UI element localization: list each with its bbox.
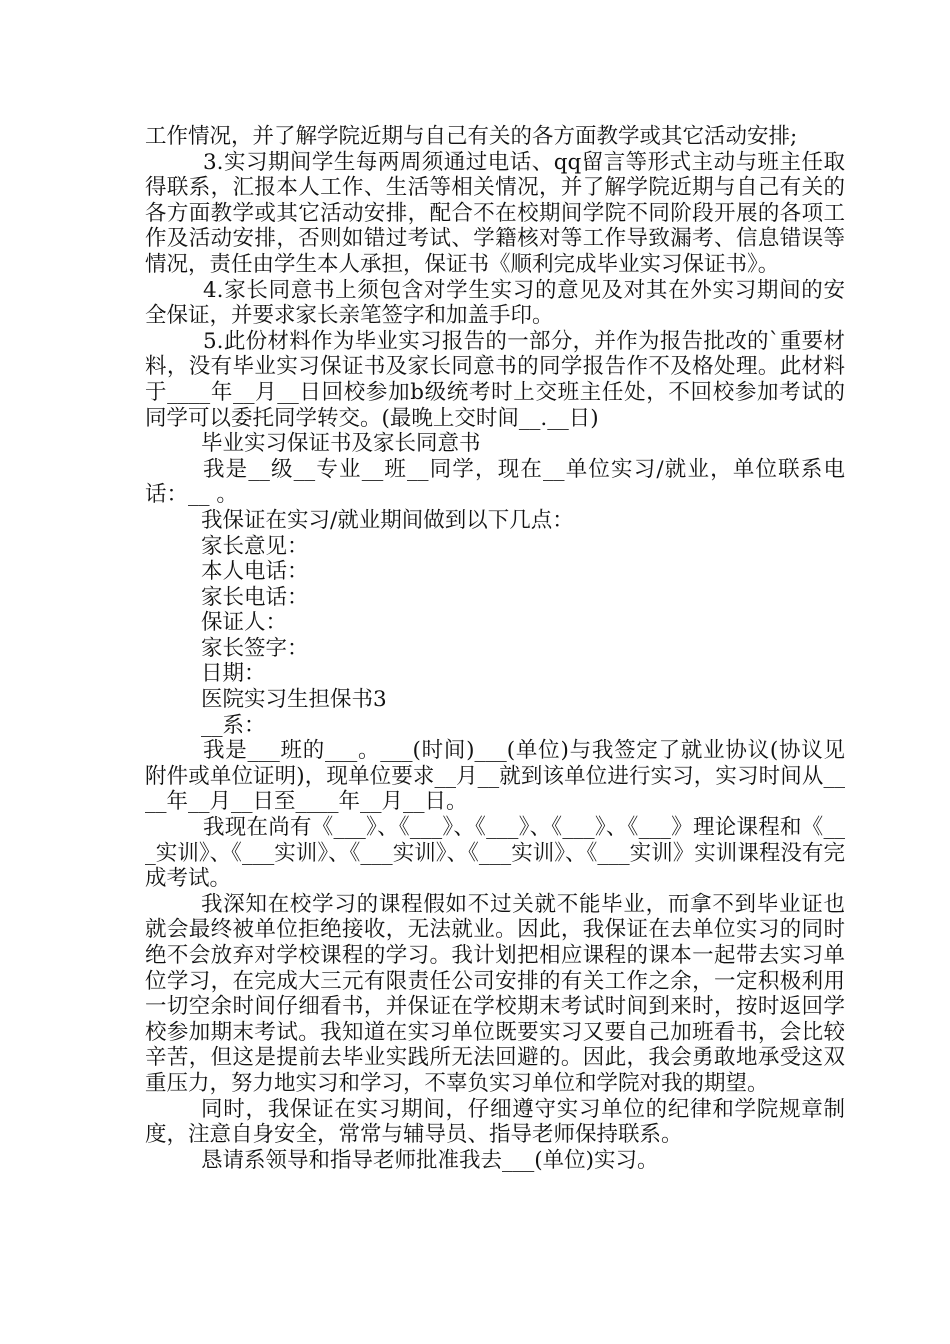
- paragraph-agreement: 我是___班的___。___(时间)___(单位)与我签定了就业协议(协议见附件或单位证明)，现单位要求__月__就到该单位进行实习，实习时间从____年__月__日至____年__月__日。: [145, 738, 845, 815]
- paragraph-item-5: 5.此份材料作为毕业实习报告的一部分，并作为报告批改的`重要材料，没有毕业实习保证书及家长同意书的同学报告作不及格处理。此材料于____年__月__日回校参加b级统考时上交班主任处，不回校参加考试的同学可以委托同学转交。(最晚上交时间__.__日): [145, 328, 845, 431]
- field-parent-signature: 家长签字：: [201, 635, 309, 661]
- document-page: [145, 124, 845, 1173]
- field-own-phone: 本人电话：: [201, 559, 309, 585]
- paragraph-discipline: 同时，我保证在实习期间，仔细遵守实习单位的纪律和学院规章制度，注意自身安全，常常与辅导员、指导老师保持联系。: [145, 1096, 845, 1148]
- section-title-hospital: 医院实习生担保书3: [201, 687, 387, 713]
- field-parent-phone: 家长电话：: [201, 584, 309, 610]
- field-date: 日期：: [201, 661, 266, 687]
- section-title-guarantee: 毕业实习保证书及家长同意书: [201, 431, 481, 457]
- paragraph-commitment: 我深知在校学习的课程假如不过关就不能毕业，而拿不到毕业证也就会最终被单位拒绝接收，无法就业。因此，我保证在去单位实习的同时绝不会放弃对学校课程的学习。我计划把相应课程的课本一起带去实习单位学习，在完成大三元有限责任公司安排的有关工作之余，一定积极利用一切空余时间仔细看书，并保证在学校期末考试时间到来时，按时返回学校参加期末考试。我知道在实习单位既要实习又要自己加班看书，会比较辛苦，但这是提前去毕业实践所无法回避的。因此，我会勇敢地承受这双重压力，努力地实习和学习，不辜负实习单位和学院对我的期望。: [145, 891, 845, 1096]
- salutation: __系：: [201, 712, 266, 738]
- paragraph-courses: 我现在尚有《___》、《___》、《___》、《___》、《___》理论课程和《___实训》、《___实训》、《___实训》、《___实训》、《___实训》实训课程没有完成考试。: [145, 815, 845, 892]
- paragraph-item-3: 3.实习期间学生每两周须通过电话、qq留言等形式主动与班主任取得联系，汇报本人工作、生活等相关情况，并了解学院近期与自己有关的各方面教学或其它活动安排，配合不在校期间学院不同阶段开展的各项工作及活动安排，否则如错过考试、学籍核对等工作导致漏考、信息错误等情况，责任由学生本人承担，保证书《顺利完成毕业实习保证书》。: [145, 149, 845, 277]
- paragraph-promise: 我保证在实习/就业期间做到以下几点：: [201, 507, 574, 533]
- field-parent-opinion: 家长意见：: [201, 533, 309, 559]
- field-guarantor: 保证人：: [201, 610, 288, 636]
- paragraph-continuation: 工作情况，并了解学院近期与自己有关的各方面教学或其它活动安排;: [145, 124, 798, 149]
- paragraph-item-4: 4.家长同意书上须包含对学生实习的意见及对其在外实习期间的安全保证，并要求家长亲笔签字和加盖手印。: [145, 277, 845, 329]
- paragraph-student-info: 我是__级__专业__班__同学，现在__单位实习/就业，单位联系电话：__ 。: [145, 456, 845, 508]
- paragraph-request: 恳请系领导和指导老师批准我去___(单位)实习。: [201, 1147, 659, 1173]
